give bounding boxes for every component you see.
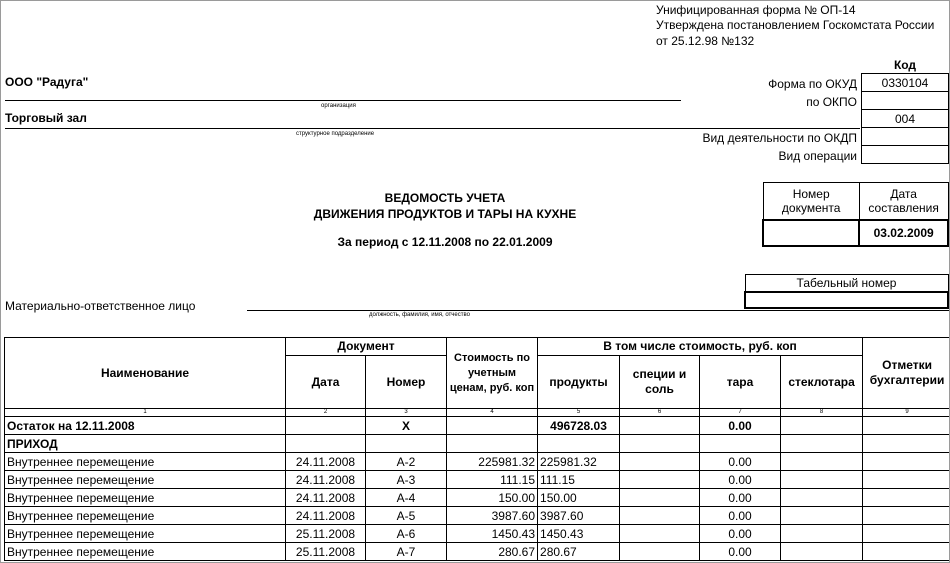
income-row bbox=[5, 435, 950, 453]
column-numbers-row bbox=[5, 409, 950, 417]
row-number: А-5 bbox=[366, 507, 447, 525]
okud-code: 0330104 bbox=[862, 74, 949, 92]
header-document: Документ bbox=[286, 338, 447, 356]
unit-code: 004 bbox=[862, 110, 949, 128]
row-date: 24.11.2008 bbox=[286, 453, 366, 471]
responsible-underline bbox=[247, 310, 950, 311]
row-name: Внутреннее перемещение bbox=[5, 471, 286, 489]
table-row bbox=[5, 507, 950, 525]
header-spices: специи и соль bbox=[620, 356, 700, 409]
header-number: Номер bbox=[366, 356, 447, 409]
row-name: Внутреннее перемещение bbox=[5, 543, 286, 561]
okud-label: Форма по ОКУД bbox=[768, 77, 857, 91]
row-tare: 0.00 bbox=[700, 453, 781, 471]
document-date-value: 03.02.2009 bbox=[859, 220, 948, 246]
row-marks bbox=[863, 489, 950, 507]
table-row bbox=[5, 543, 950, 561]
col-number: 6 bbox=[620, 409, 700, 417]
form-header-line3: от 25.12.98 №132 bbox=[656, 34, 755, 48]
row-products: 280.67 bbox=[538, 543, 620, 561]
balance-number: Х bbox=[366, 417, 447, 435]
table-row bbox=[5, 489, 950, 507]
unit-underline bbox=[5, 128, 860, 129]
row-date: 25.11.2008 bbox=[286, 543, 366, 561]
row-products: 111.15 bbox=[538, 471, 620, 489]
col-number: 7 bbox=[700, 409, 781, 417]
document-box bbox=[762, 182, 949, 247]
row-products: 150.00 bbox=[538, 489, 620, 507]
tab-number-box bbox=[744, 274, 949, 309]
document-date-label: Дата составления bbox=[859, 183, 948, 221]
header-tare: тара bbox=[700, 356, 781, 409]
row-marks bbox=[863, 543, 950, 561]
row-marks bbox=[863, 507, 950, 525]
row-spices bbox=[620, 471, 700, 489]
table-row bbox=[5, 453, 950, 471]
balance-glass bbox=[781, 417, 863, 435]
row-products: 225981.32 bbox=[538, 453, 620, 471]
form-header-line2: Утверждена постановлением Госкомстата России bbox=[656, 18, 935, 32]
row-glass bbox=[781, 507, 863, 525]
col-number: 4 bbox=[447, 409, 538, 417]
responsible-label: Материально-ответственное лицо bbox=[5, 299, 196, 313]
row-date: 24.11.2008 bbox=[286, 507, 366, 525]
row-tare: 0.00 bbox=[700, 489, 781, 507]
row-spices bbox=[620, 543, 700, 561]
table-row bbox=[5, 471, 950, 489]
row-cost: 225981.32 bbox=[447, 453, 538, 471]
document-number-label: Номер документа bbox=[763, 183, 859, 221]
row-products: 1450.43 bbox=[538, 525, 620, 543]
operation-code bbox=[862, 146, 949, 164]
row-tare: 0.00 bbox=[700, 525, 781, 543]
report-period: За период с 12.11.2008 по 22.01.2009 bbox=[337, 235, 553, 249]
codes-title: Код bbox=[862, 57, 949, 74]
header-incl: В том числе стоимость, руб. коп bbox=[538, 338, 863, 356]
operation-label: Вид операции bbox=[778, 149, 857, 163]
balance-tare: 0.00 bbox=[700, 417, 781, 435]
balance-date bbox=[286, 417, 366, 435]
row-spices bbox=[620, 489, 700, 507]
row-number: А-3 bbox=[366, 471, 447, 489]
col-number: 2 bbox=[286, 409, 366, 417]
unit-name: Торговый зал bbox=[5, 111, 87, 125]
tab-number-value bbox=[745, 292, 948, 308]
row-cost: 1450.43 bbox=[447, 525, 538, 543]
responsible-caption: должность, фамилия, имя, отчество bbox=[369, 312, 470, 318]
row-glass bbox=[781, 489, 863, 507]
header-marks: Отметки бухгалтерии bbox=[863, 338, 950, 409]
col-number: 5 bbox=[538, 409, 620, 417]
row-date: 25.11.2008 bbox=[286, 525, 366, 543]
row-name: Внутреннее перемещение bbox=[5, 525, 286, 543]
row-number: А-4 bbox=[366, 489, 447, 507]
table-row bbox=[5, 525, 950, 543]
row-glass bbox=[781, 471, 863, 489]
row-marks bbox=[863, 525, 950, 543]
row-tare: 0.00 bbox=[700, 471, 781, 489]
row-number: А-7 bbox=[366, 543, 447, 561]
row-tare: 0.00 bbox=[700, 543, 781, 561]
row-date: 24.11.2008 bbox=[286, 489, 366, 507]
balance-products: 496728.03 bbox=[538, 417, 620, 435]
balance-row bbox=[5, 417, 950, 435]
organization-underline bbox=[5, 100, 681, 101]
col-number: 3 bbox=[366, 409, 447, 417]
row-marks bbox=[863, 471, 950, 489]
movement-rows bbox=[5, 453, 950, 561]
row-cost: 150.00 bbox=[447, 489, 538, 507]
form-header-line1: Унифицированная форма № ОП-14 bbox=[656, 3, 856, 17]
row-cost: 111.15 bbox=[447, 471, 538, 489]
row-spices bbox=[620, 525, 700, 543]
balance-marks bbox=[863, 417, 950, 435]
header-date: Дата bbox=[286, 356, 366, 409]
header-products: продукты bbox=[538, 356, 620, 409]
col-number: 1 bbox=[5, 409, 286, 417]
balance-spices bbox=[620, 417, 700, 435]
header-name: Наименование bbox=[5, 338, 286, 409]
col-number: 8 bbox=[781, 409, 863, 417]
tab-number-label: Табельный номер bbox=[745, 275, 948, 293]
row-date: 24.11.2008 bbox=[286, 471, 366, 489]
organization-name: ООО "Радуга" bbox=[5, 75, 89, 89]
row-name: Внутреннее перемещение bbox=[5, 507, 286, 525]
row-glass bbox=[781, 453, 863, 471]
balance-cost bbox=[447, 417, 538, 435]
document-number-value bbox=[763, 220, 859, 246]
row-tare: 0.00 bbox=[700, 507, 781, 525]
row-number: А-6 bbox=[366, 525, 447, 543]
report-title-line2: ДВИЖЕНИЯ ПРОДУКТОВ И ТАРЫ НА КУХНЕ bbox=[313, 207, 577, 221]
header-glass: стеклотара bbox=[781, 356, 863, 409]
col-number: 9 bbox=[863, 409, 950, 417]
okdp-code bbox=[862, 128, 949, 146]
row-marks bbox=[863, 453, 950, 471]
movement-table bbox=[4, 337, 950, 561]
row-spices bbox=[620, 507, 700, 525]
row-spices bbox=[620, 453, 700, 471]
row-name: Внутреннее перемещение bbox=[5, 453, 286, 471]
row-number: А-2 bbox=[366, 453, 447, 471]
row-name: Внутреннее перемещение bbox=[5, 489, 286, 507]
income-label: ПРИХОД bbox=[5, 435, 286, 453]
row-cost: 3987.60 bbox=[447, 507, 538, 525]
row-glass bbox=[781, 525, 863, 543]
okpo-label: по ОКПО bbox=[806, 95, 857, 109]
unit-caption: структурное подразделение bbox=[296, 131, 375, 137]
header-cost: Стоимость по учетным ценам, руб. коп bbox=[447, 338, 538, 409]
report-title-line1: ВЕДОМОСТЬ УЧЕТА bbox=[384, 191, 506, 205]
row-glass bbox=[781, 543, 863, 561]
okdp-label: Вид деятельности по ОКДП bbox=[702, 131, 857, 145]
row-cost: 280.67 bbox=[447, 543, 538, 561]
row-products: 3987.60 bbox=[538, 507, 620, 525]
okpo-code bbox=[862, 92, 949, 110]
balance-name: Остаток на 12.11.2008 bbox=[5, 417, 286, 435]
organization-caption: организация bbox=[321, 103, 356, 109]
codes-table bbox=[861, 57, 949, 164]
